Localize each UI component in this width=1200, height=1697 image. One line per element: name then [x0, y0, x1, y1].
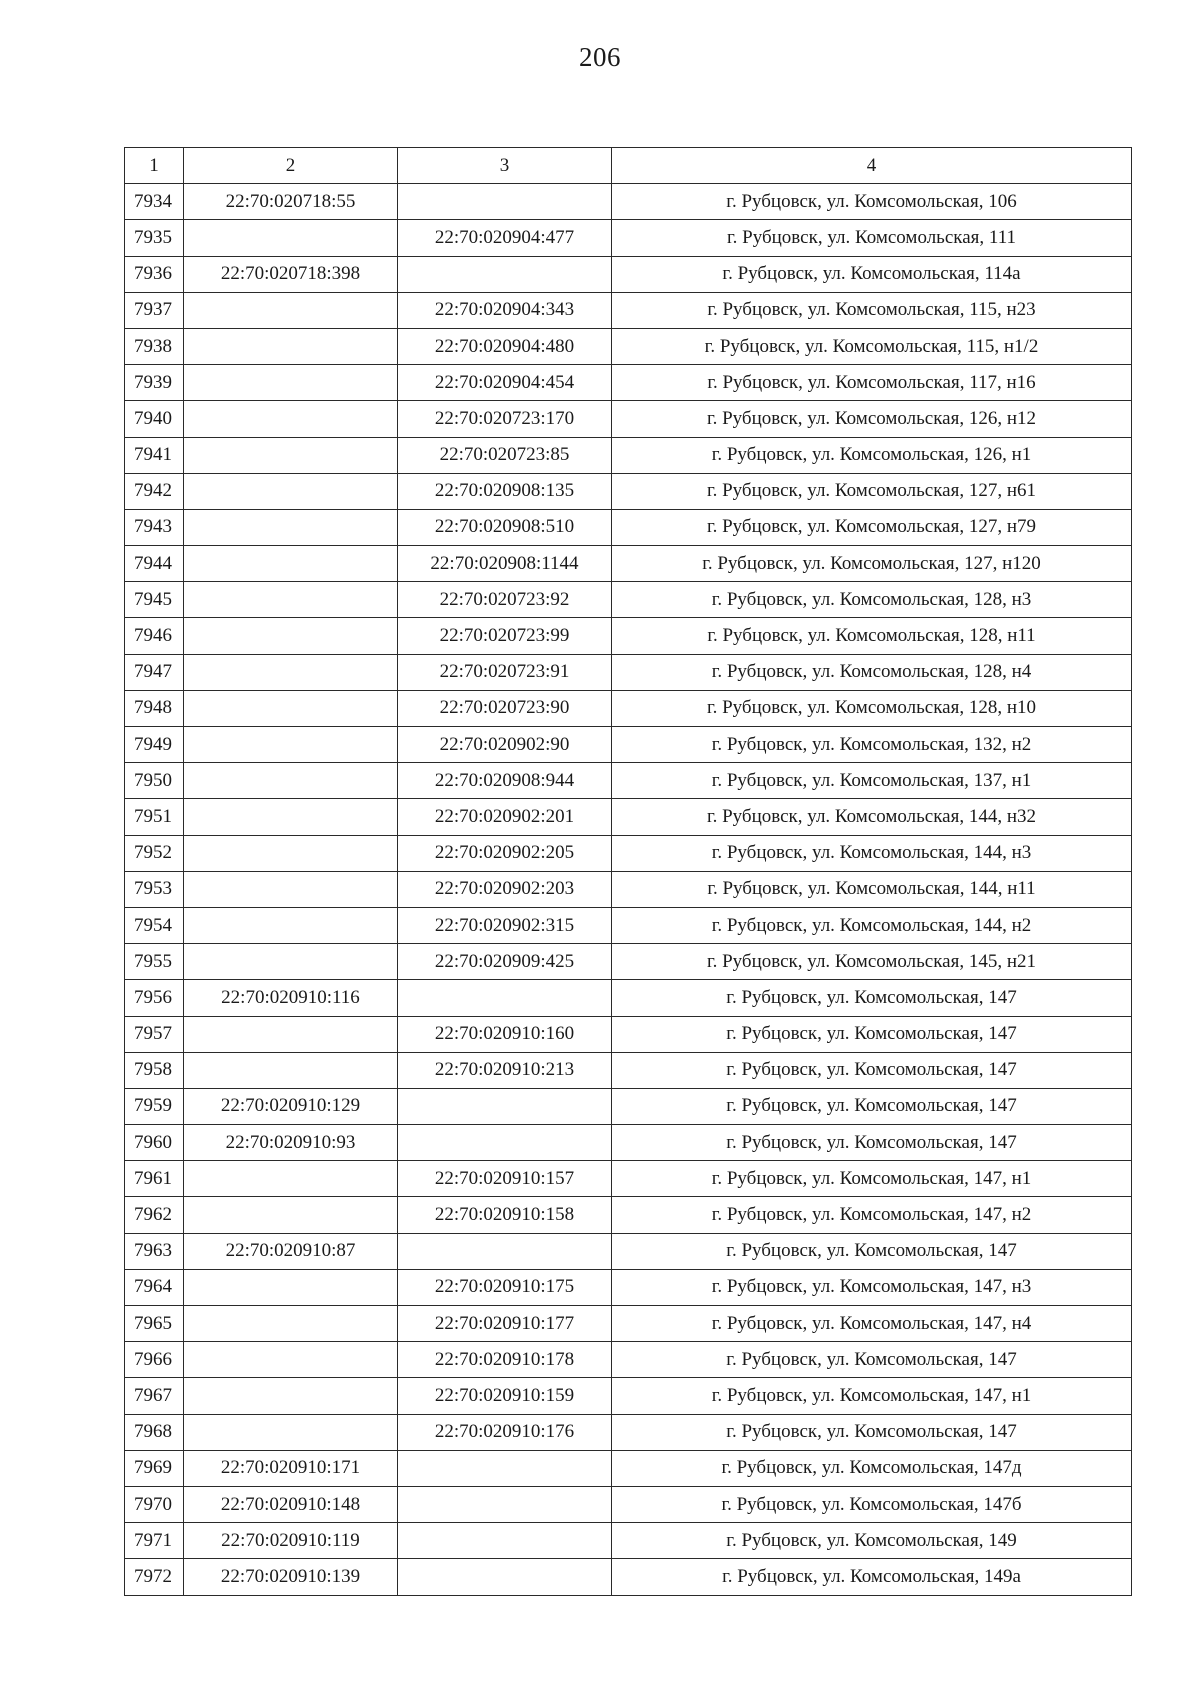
cadastral-number-cell: [184, 654, 398, 690]
cadastral-number-cell: [184, 1016, 398, 1052]
address-cell: г. Рубцовск, ул. Комсомольская, 147, н3: [612, 1269, 1132, 1305]
object-number-cell: [398, 1523, 612, 1559]
address-cell: г. Рубцовск, ул. Комсомольская, 145, н21: [612, 944, 1132, 980]
address-cell: г. Рубцовск, ул. Комсомольская, 147б: [612, 1486, 1132, 1522]
cadastral-number-cell: [184, 401, 398, 437]
table-row: [125, 401, 1132, 437]
header-row: [125, 148, 1132, 184]
address-cell: г. Рубцовск, ул. Комсомольская, 126, н1: [612, 437, 1132, 473]
row-number-cell: 7964: [125, 1269, 184, 1305]
cadastral-number-cell: [184, 292, 398, 328]
row-number-cell: 7951: [125, 799, 184, 835]
object-number-cell: 22:70:020902:201: [398, 799, 612, 835]
cadastral-number-cell: [184, 1052, 398, 1088]
object-number-cell: 22:70:020910:160: [398, 1016, 612, 1052]
table-body: [125, 184, 1132, 1595]
address-cell: г. Рубцовск, ул. Комсомольская, 114а: [612, 256, 1132, 292]
row-number-cell: 7959: [125, 1088, 184, 1124]
row-number-cell: 7970: [125, 1486, 184, 1522]
object-number-cell: 22:70:020723:170: [398, 401, 612, 437]
cadastral-number-cell: [184, 1378, 398, 1414]
object-number-cell: [398, 1486, 612, 1522]
cadastral-number-cell: [184, 473, 398, 509]
address-cell: г. Рубцовск, ул. Комсомольская, 127, н79: [612, 509, 1132, 545]
address-cell: г. Рубцовск, ул. Комсомольская, 128, н4: [612, 654, 1132, 690]
address-cell: г. Рубцовск, ул. Комсомольская, 147: [612, 1414, 1132, 1450]
cadastral-number-cell: 22:70:020910:87: [184, 1233, 398, 1269]
table-row: [125, 944, 1132, 980]
table-row: [125, 184, 1132, 220]
object-number-cell: [398, 1125, 612, 1161]
address-cell: г. Рубцовск, ул. Комсомольская, 144, н3: [612, 835, 1132, 871]
object-number-cell: [398, 1088, 612, 1124]
object-number-cell: 22:70:020723:92: [398, 582, 612, 618]
row-number-cell: 7968: [125, 1414, 184, 1450]
object-number-cell: 22:70:020904:454: [398, 365, 612, 401]
address-cell: г. Рубцовск, ул. Комсомольская, 147: [612, 1342, 1132, 1378]
table-row: [125, 1161, 1132, 1197]
object-number-cell: 22:70:020723:91: [398, 654, 612, 690]
table-row: [125, 1088, 1132, 1124]
address-cell: г. Рубцовск, ул. Комсомольская, 144, н32: [612, 799, 1132, 835]
cadastral-number-cell: [184, 328, 398, 364]
table-row: [125, 980, 1132, 1016]
row-number-cell: 7941: [125, 437, 184, 473]
address-cell: г. Рубцовск, ул. Комсомольская, 149а: [612, 1559, 1132, 1595]
table-row: [125, 509, 1132, 545]
address-cell: г. Рубцовск, ул. Комсомольская, 147: [612, 1052, 1132, 1088]
row-number-cell: 7934: [125, 184, 184, 220]
registry-table: [124, 147, 1132, 1596]
object-number-cell: 22:70:020909:425: [398, 944, 612, 980]
address-cell: г. Рубцовск, ул. Комсомольская, 132, н2: [612, 727, 1132, 763]
cadastral-number-cell: [184, 690, 398, 726]
row-number-cell: 7952: [125, 835, 184, 871]
table-row: [125, 1523, 1132, 1559]
object-number-cell: 22:70:020910:213: [398, 1052, 612, 1088]
table-row: [125, 654, 1132, 690]
cadastral-number-cell: [184, 763, 398, 799]
row-number-cell: 7942: [125, 473, 184, 509]
object-number-cell: 22:70:020908:135: [398, 473, 612, 509]
row-number-cell: 7969: [125, 1450, 184, 1486]
table-row: [125, 1125, 1132, 1161]
row-number-cell: 7966: [125, 1342, 184, 1378]
row-number-cell: 7971: [125, 1523, 184, 1559]
row-number-cell: 7965: [125, 1306, 184, 1342]
row-number-cell: 7949: [125, 727, 184, 763]
cadastral-number-cell: [184, 1306, 398, 1342]
cadastral-number-cell: 22:70:020910:129: [184, 1088, 398, 1124]
row-number-cell: 7967: [125, 1378, 184, 1414]
object-number-cell: 22:70:020723:85: [398, 437, 612, 473]
object-number-cell: 22:70:020908:944: [398, 763, 612, 799]
table-row: [125, 256, 1132, 292]
cadastral-number-cell: 22:70:020718:55: [184, 184, 398, 220]
object-number-cell: 22:70:020904:343: [398, 292, 612, 328]
address-cell: г. Рубцовск, ул. Комсомольская, 128, н11: [612, 618, 1132, 654]
table-row: [125, 365, 1132, 401]
table-row: [125, 835, 1132, 871]
table-row: [125, 690, 1132, 726]
object-number-cell: 22:70:020723:99: [398, 618, 612, 654]
cadastral-number-cell: [184, 1269, 398, 1305]
table-row: [125, 1269, 1132, 1305]
cadastral-number-cell: [184, 220, 398, 256]
address-cell: г. Рубцовск, ул. Комсомольская, 144, н11: [612, 871, 1132, 907]
table-row: [125, 1559, 1132, 1595]
cadastral-number-cell: [184, 835, 398, 871]
table-row: [125, 1306, 1132, 1342]
address-cell: г. Рубцовск, ул. Комсомольская, 147: [612, 1233, 1132, 1269]
address-cell: г. Рубцовск, ул. Комсомольская, 149: [612, 1523, 1132, 1559]
cadastral-number-cell: [184, 365, 398, 401]
address-cell: г. Рубцовск, ул. Комсомольская, 115, н23: [612, 292, 1132, 328]
object-number-cell: 22:70:020902:203: [398, 871, 612, 907]
address-cell: г. Рубцовск, ул. Комсомольская, 147: [612, 980, 1132, 1016]
object-number-cell: 22:70:020902:90: [398, 727, 612, 763]
cadastral-number-cell: 22:70:020910:139: [184, 1559, 398, 1595]
row-number-cell: 7937: [125, 292, 184, 328]
row-number-cell: 7944: [125, 546, 184, 582]
column-header-3: 3: [398, 148, 612, 184]
cadastral-number-cell: 22:70:020910:116: [184, 980, 398, 1016]
table-row: [125, 907, 1132, 943]
row-number-cell: 7956: [125, 980, 184, 1016]
object-number-cell: [398, 1450, 612, 1486]
row-number-cell: 7938: [125, 328, 184, 364]
row-number-cell: 7948: [125, 690, 184, 726]
row-number-cell: 7957: [125, 1016, 184, 1052]
address-cell: г. Рубцовск, ул. Комсомольская, 144, н2: [612, 907, 1132, 943]
cadastral-number-cell: 22:70:020910:93: [184, 1125, 398, 1161]
object-number-cell: 22:70:020904:477: [398, 220, 612, 256]
cadastral-number-cell: [184, 509, 398, 545]
cadastral-number-cell: [184, 1161, 398, 1197]
row-number-cell: 7963: [125, 1233, 184, 1269]
table-row: [125, 546, 1132, 582]
table-row: [125, 292, 1132, 328]
table-row: [125, 220, 1132, 256]
address-cell: г. Рубцовск, ул. Комсомольская, 147д: [612, 1450, 1132, 1486]
cadastral-number-cell: [184, 907, 398, 943]
cadastral-number-cell: [184, 799, 398, 835]
cadastral-number-cell: [184, 1414, 398, 1450]
table-row: [125, 1378, 1132, 1414]
table-row: [125, 437, 1132, 473]
table-row: [125, 763, 1132, 799]
table-row: [125, 473, 1132, 509]
address-cell: г. Рубцовск, ул. Комсомольская, 147: [612, 1125, 1132, 1161]
table-header: [125, 148, 1132, 184]
table-row: [125, 871, 1132, 907]
table-row: [125, 1016, 1132, 1052]
cadastral-number-cell: 22:70:020718:398: [184, 256, 398, 292]
address-cell: г. Рубцовск, ул. Комсомольская, 126, н12: [612, 401, 1132, 437]
table-row: [125, 1342, 1132, 1378]
row-number-cell: 7946: [125, 618, 184, 654]
row-number-cell: 7936: [125, 256, 184, 292]
row-number-cell: 7939: [125, 365, 184, 401]
object-number-cell: [398, 184, 612, 220]
cadastral-number-cell: [184, 727, 398, 763]
table-row: [125, 1450, 1132, 1486]
row-number-cell: 7955: [125, 944, 184, 980]
address-cell: г. Рубцовск, ул. Комсомольская, 111: [612, 220, 1132, 256]
table-row: [125, 582, 1132, 618]
object-number-cell: [398, 980, 612, 1016]
table-row: [125, 1233, 1132, 1269]
address-cell: г. Рубцовск, ул. Комсомольская, 147: [612, 1016, 1132, 1052]
cadastral-number-cell: [184, 1342, 398, 1378]
object-number-cell: 22:70:020908:1144: [398, 546, 612, 582]
address-cell: г. Рубцовск, ул. Комсомольская, 128, н3: [612, 582, 1132, 618]
object-number-cell: 22:70:020910:178: [398, 1342, 612, 1378]
table-row: [125, 1414, 1132, 1450]
column-header-4: 4: [612, 148, 1132, 184]
table-row: [125, 1197, 1132, 1233]
column-header-1: 1: [125, 148, 184, 184]
cadastral-number-cell: 22:70:020910:148: [184, 1486, 398, 1522]
table-row: [125, 618, 1132, 654]
address-cell: г. Рубцовск, ул. Комсомольская, 147, н1: [612, 1378, 1132, 1414]
cadastral-number-cell: [184, 944, 398, 980]
row-number-cell: 7943: [125, 509, 184, 545]
object-number-cell: 22:70:020723:90: [398, 690, 612, 726]
object-number-cell: 22:70:020902:315: [398, 907, 612, 943]
column-header-2: 2: [184, 148, 398, 184]
address-cell: г. Рубцовск, ул. Комсомольская, 106: [612, 184, 1132, 220]
address-cell: г. Рубцовск, ул. Комсомольская, 127, н120: [612, 546, 1132, 582]
address-cell: г. Рубцовск, ул. Комсомольская, 128, н10: [612, 690, 1132, 726]
address-cell: г. Рубцовск, ул. Комсомольская, 147, н4: [612, 1306, 1132, 1342]
object-number-cell: 22:70:020910:175: [398, 1269, 612, 1305]
cadastral-number-cell: [184, 582, 398, 618]
object-number-cell: 22:70:020910:176: [398, 1414, 612, 1450]
cadastral-number-cell: [184, 437, 398, 473]
row-number-cell: 7954: [125, 907, 184, 943]
cadastral-number-cell: 22:70:020910:119: [184, 1523, 398, 1559]
object-number-cell: [398, 1559, 612, 1595]
cadastral-number-cell: [184, 546, 398, 582]
row-number-cell: 7935: [125, 220, 184, 256]
object-number-cell: 22:70:020910:157: [398, 1161, 612, 1197]
address-cell: г. Рубцовск, ул. Комсомольская, 127, н61: [612, 473, 1132, 509]
object-number-cell: 22:70:020902:205: [398, 835, 612, 871]
row-number-cell: 7940: [125, 401, 184, 437]
object-number-cell: 22:70:020904:480: [398, 328, 612, 364]
cadastral-number-cell: [184, 1197, 398, 1233]
object-number-cell: [398, 1233, 612, 1269]
object-number-cell: [398, 256, 612, 292]
cadastral-number-cell: [184, 618, 398, 654]
table-row: [125, 1052, 1132, 1088]
page-number: 206: [579, 42, 621, 72]
table-row: [125, 1486, 1132, 1522]
table-row: [125, 799, 1132, 835]
object-number-cell: 22:70:020908:510: [398, 509, 612, 545]
row-number-cell: 7972: [125, 1559, 184, 1595]
address-cell: г. Рубцовск, ул. Комсомольская, 147, н2: [612, 1197, 1132, 1233]
address-cell: г. Рубцовск, ул. Комсомольская, 117, н16: [612, 365, 1132, 401]
address-cell: г. Рубцовск, ул. Комсомольская, 115, н1/2: [612, 328, 1132, 364]
cadastral-number-cell: 22:70:020910:171: [184, 1450, 398, 1486]
row-number-cell: 7950: [125, 763, 184, 799]
address-cell: г. Рубцовск, ул. Комсомольская, 147, н1: [612, 1161, 1132, 1197]
address-cell: г. Рубцовск, ул. Комсомольская, 137, н1: [612, 763, 1132, 799]
table-row: [125, 328, 1132, 364]
row-number-cell: 7961: [125, 1161, 184, 1197]
table-row: [125, 727, 1132, 763]
object-number-cell: 22:70:020910:159: [398, 1378, 612, 1414]
row-number-cell: 7945: [125, 582, 184, 618]
row-number-cell: 7962: [125, 1197, 184, 1233]
row-number-cell: 7947: [125, 654, 184, 690]
row-number-cell: 7958: [125, 1052, 184, 1088]
object-number-cell: 22:70:020910:158: [398, 1197, 612, 1233]
row-number-cell: 7953: [125, 871, 184, 907]
row-number-cell: 7960: [125, 1125, 184, 1161]
address-cell: г. Рубцовск, ул. Комсомольская, 147: [612, 1088, 1132, 1124]
object-number-cell: 22:70:020910:177: [398, 1306, 612, 1342]
cadastral-number-cell: [184, 871, 398, 907]
